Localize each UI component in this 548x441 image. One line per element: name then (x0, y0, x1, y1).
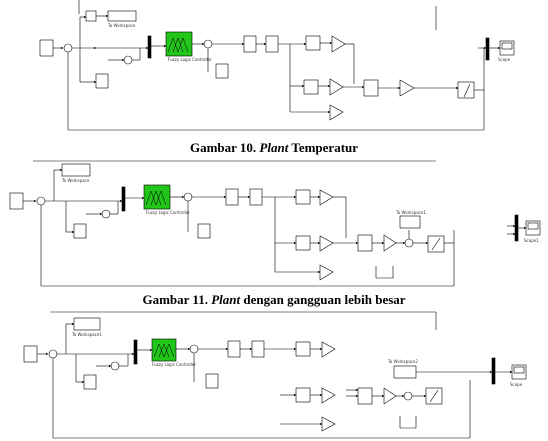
mux-block-2[interactable] (515, 215, 518, 241)
sum-block[interactable] (64, 44, 72, 52)
label-to-workspace2: To Workspace2 (388, 359, 418, 364)
transfer-block[interactable] (96, 74, 108, 88)
step-block[interactable] (24, 346, 37, 362)
step-block[interactable] (40, 40, 53, 56)
label-to-workspace: To Workspace (108, 23, 136, 28)
mux-block-2[interactable] (486, 38, 489, 60)
label-scope1: Scope1 (524, 238, 539, 243)
mux-block-2[interactable] (492, 358, 495, 384)
label-flc-2: Fuzzy Logic Controller (146, 210, 190, 215)
mux-block[interactable] (134, 340, 137, 364)
mux-block[interactable] (122, 187, 125, 211)
label-to-workspace-3: To Workspace (62, 178, 90, 183)
label-scope-3: Scope (510, 382, 523, 387)
to-workspace-block[interactable] (74, 318, 100, 330)
to-workspace-block[interactable] (108, 11, 136, 21)
label-to-workspace-4: To Workspace1 (72, 332, 102, 337)
mux-block[interactable] (148, 36, 151, 58)
label-to-workspace1: To Workspace1 (396, 210, 426, 215)
to-workspace-block[interactable] (62, 164, 90, 176)
label-scope: Scope (498, 57, 511, 62)
caption-figure-10: Gambar 10. Plant Temperatur (189, 140, 359, 155)
label-flc-1: Fuzzy Logic Controller (168, 57, 212, 62)
fuzzy-logic-controller[interactable] (144, 185, 170, 209)
block-labels (61, 23, 539, 387)
diagram-plant-larger-disturbance (10, 161, 540, 286)
diagram-plant-temperature (40, 0, 514, 130)
diagram-plant-3 (24, 312, 526, 438)
fuzzy-logic-controller[interactable] (166, 32, 192, 56)
to-workspace-block-1[interactable] (400, 216, 420, 228)
step-block[interactable] (10, 193, 23, 209)
caption-figure-11: Gambar 11. Plant dengan gangguan lebih besar (142, 292, 406, 307)
clock-block[interactable] (86, 11, 96, 21)
to-workspace-block-2[interactable] (394, 366, 416, 378)
fuzzy-logic-controller[interactable] (152, 339, 176, 361)
label-flc-3: Fuzzy Logic Controller (152, 362, 196, 367)
